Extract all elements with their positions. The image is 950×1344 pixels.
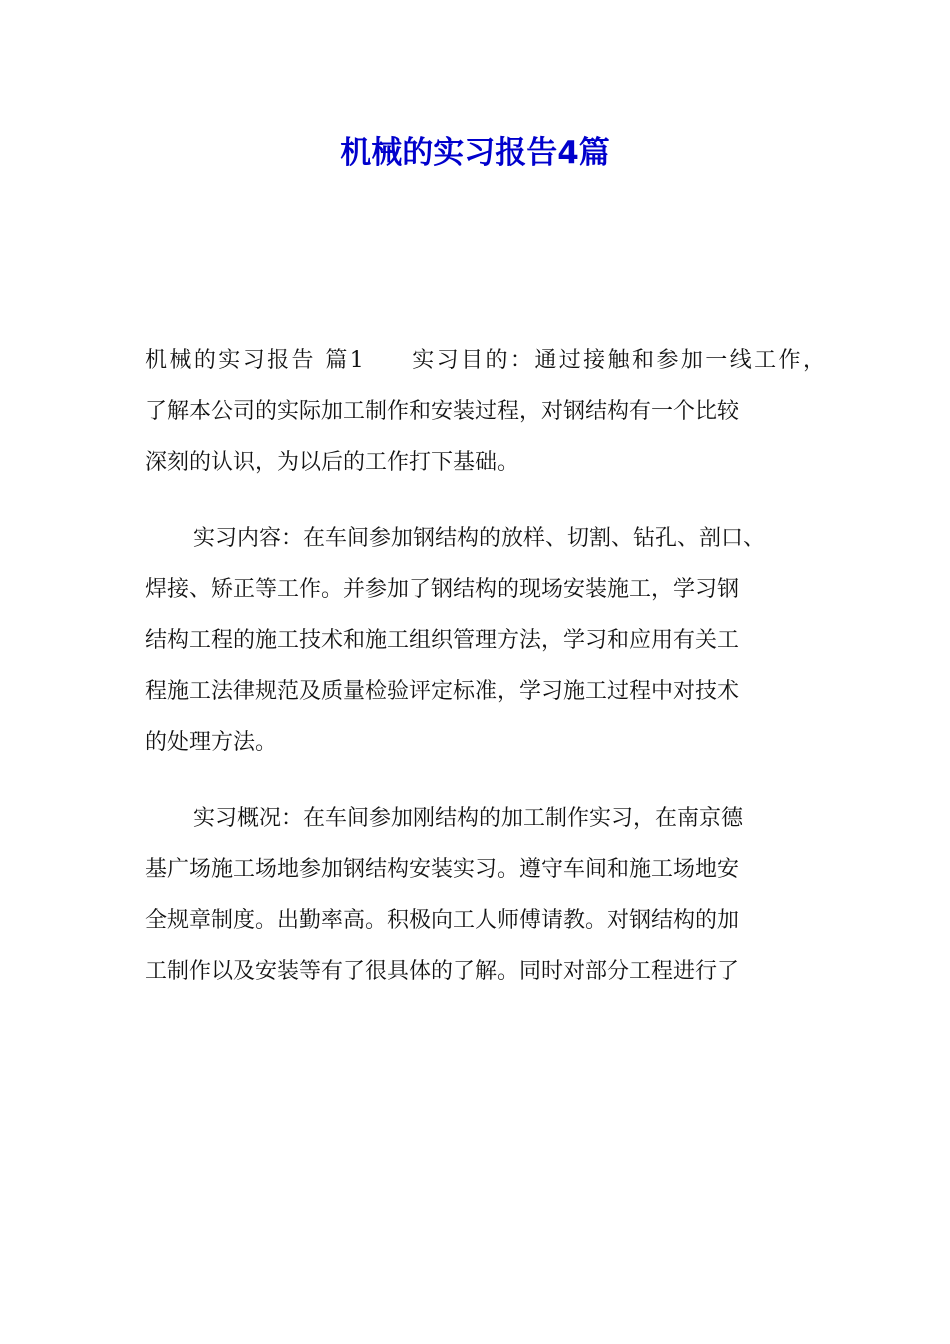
paragraph-2-line-1: 实习内容：在车间参加钢结构的放样、切割、钻孔、剖口、	[193, 526, 766, 551]
paragraph-3-line-1: 实习概况：在车间参加刚结构的加工制作实习，在南京德	[193, 806, 744, 831]
paragraph-1-line-1	[145, 335, 825, 386]
paragraph-1-line-3: 深刻的认识，为以后的工作打下基础。	[145, 450, 520, 475]
paragraph-1-line-2: 了解本公司的实际加工制作和安装过程，对钢结构有一个比较	[145, 399, 740, 424]
paragraph-2-line-2: 焊接、矫正等工作。并参加了钢结构的现场安装施工，学习钢	[145, 577, 740, 602]
paragraph-gap	[145, 488, 825, 513]
document-body	[145, 335, 825, 997]
paragraph-2-line-3: 结构工程的施工技术和施工组织管理方法，学习和应用有关工	[145, 628, 740, 653]
section-heading: 机械的实习报告 篇1	[145, 348, 364, 373]
paragraph-3-line-2: 基广场施工场地参加钢结构安装实习。遵守车间和施工场地安	[145, 857, 740, 882]
paragraph-text: 实习目的：通过接触和参加一线工作，	[409, 348, 825, 373]
paragraph-3-line-4: 工制作以及安装等有了很具体的了解。同时对部分工程进行了	[145, 959, 740, 984]
paragraph-gap	[145, 768, 825, 793]
paragraph-2-line-5: 的处理方法。	[145, 730, 278, 755]
paragraph-3-line-3: 全规章制度。出勤率高。积极向工人师傅请教。对钢结构的加	[145, 908, 740, 933]
paragraph-2-line-4: 程施工法律规范及质量检验评定标准，学习施工过程中对技术	[145, 679, 740, 704]
document-title: 机械的实习报告4篇	[340, 135, 610, 171]
